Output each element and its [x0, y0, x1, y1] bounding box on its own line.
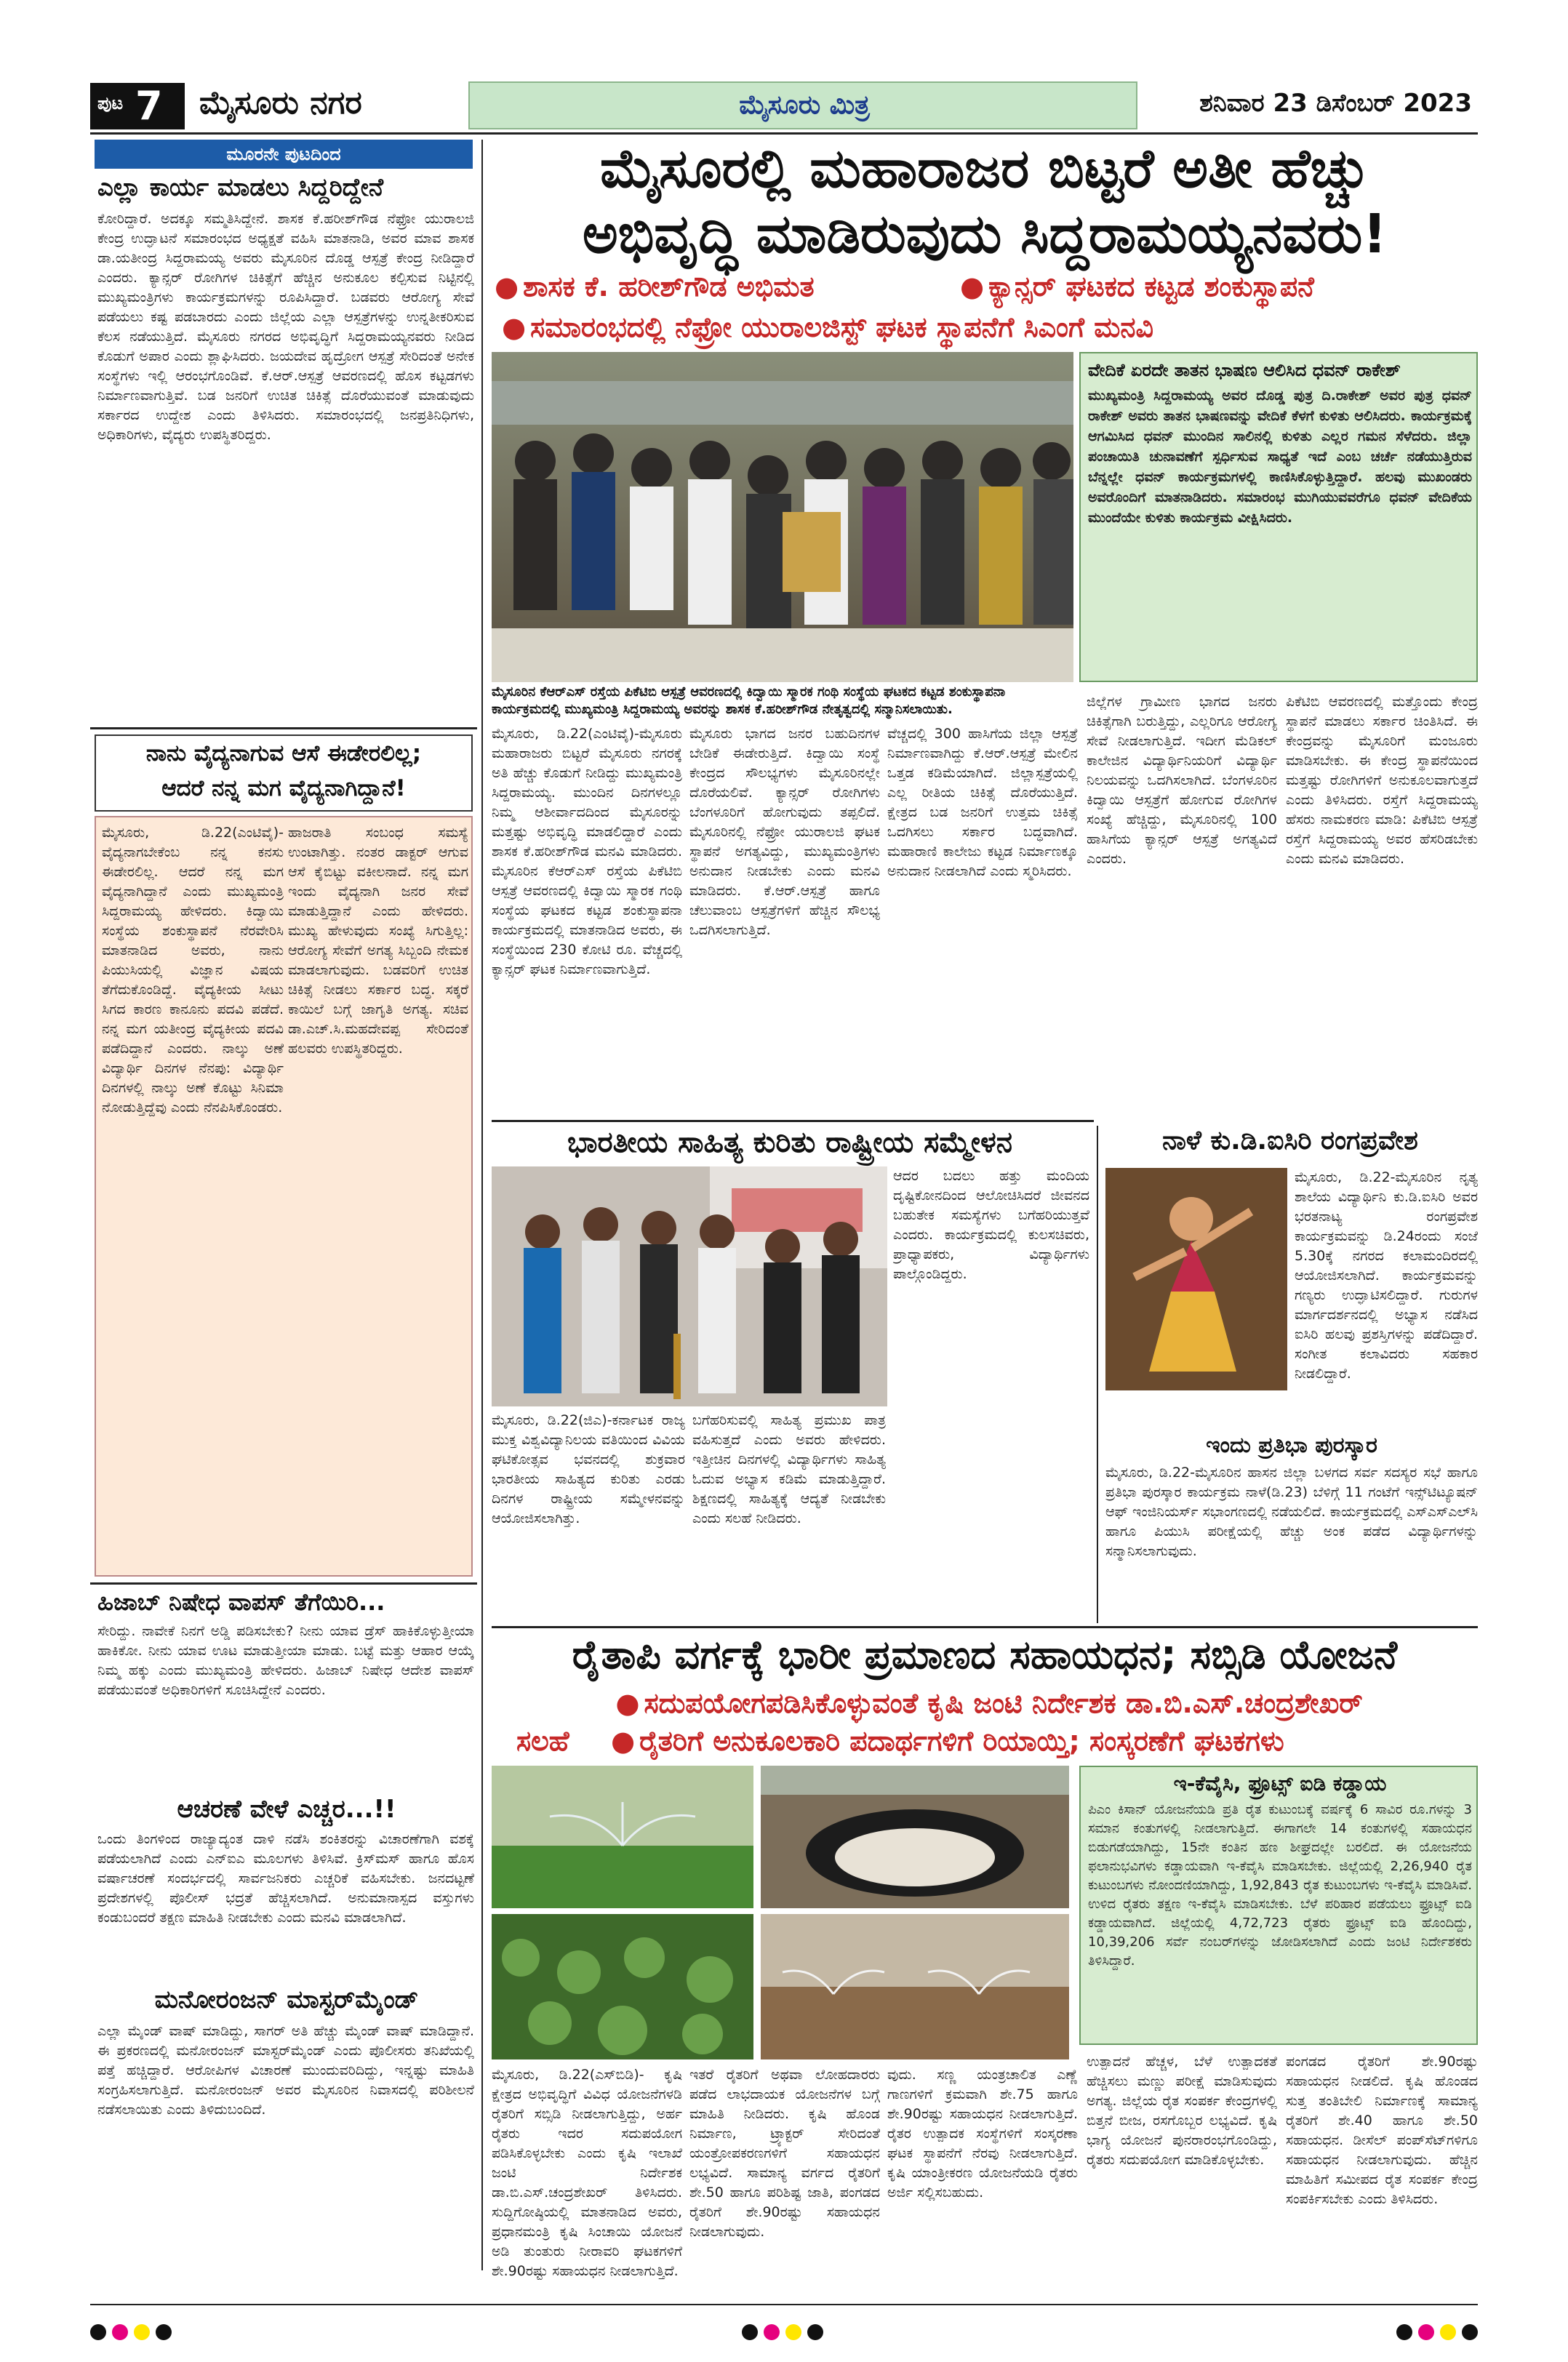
- registration-dot-icon: [90, 2324, 106, 2340]
- registration-dot-icon: [156, 2324, 172, 2340]
- registration-marks-left: [90, 2324, 177, 2343]
- farm-photo-2: [761, 1766, 1069, 1908]
- pratibha-body: ಮೈಸೂರು, ಡಿ.22-ಮೈಸೂರಿನ ಹಾಸನ ಜಿಲ್ಲಾ ಬಳಗದ ಸರ್ವ ಸದಸ್ಯರ ಸಭೆ ಹಾಗೂ ಪ್ರತಿಭಾ ಪುರಸ್ಕಾರ ಕಾರ್ಯಕ್ರಮ ನಾಳೆ(ಡಿ.23) ಬೆಳಿಗ್ಗೆ 11 ಗಂಟೆಗೆ ಇನ್ಸ್‌ಟಿಟ್ಯೂಷನ್ ಆಫ್ ಇಂಜಿನಿಯರ್ಸ್ ಸಭಾಂಗಣದಲ್ಲಿ ನಡೆಯಲಿದೆ. ಕಾರ್ಯಕ್ರಮದಲ್ಲಿ ಎಸ್‌ಎಸ್‌ಎಲ್‌ಸಿ ಹಾಗೂ ಪಿಯುಸಿ ಪರೀಕ್ಷೆಯಲ್ಲಿ ಹೆಚ್ಚು ಅಂಕ ಪಡೆದ ವಿದ್ಯಾರ್ಥಿಗಳನ್ನು ಸನ್ಮಾನಿಸಲಾಗುವುದು.: [1105, 1465, 1478, 1559]
- doctor-body-bg: [95, 816, 473, 1577]
- hijab-body: ಸೇರಿದ್ದು. ನಾವೇಕೆ ನಿನಗೆ ಅಡ್ಡಿ ಪಡಿಸಬೇಕು? ನೀನು ಯಾವ ಡ್ರೆಸ್ ಹಾಕಿಕೊಳ್ಳುತ್ತೀಯಾ ಹಾಕಿಕೋ. ನೀನು ಯಾವ ಊಟ ಮಾಡುತ್ತೀಯಾ ಮಾಡು. ಬಟ್ಟೆ ಮತ್ತು ಆಹಾರ ಆಯ್ಕೆ ನಿಮ್ಮ ಹಕ್ಕು ಎಂದು ಮುಖ್ಯಮಂತ್ರಿ ಹೇಳಿದರು. ಹಿಜಾಬ್ ನಿಷೇಧ ಆದೇಶ ವಾಪಸ್ ಪಡೆಯುವಂತೆ ಅಧಿಕಾರಿಗಳಿಗೆ ಸೂಚಿಸಿದ್ದೇನೆ ಎಂದರು.: [97, 1623, 474, 1698]
- mastermind-body: ಎಲ್ಲಾ ಮೈಂಡ್ ವಾಷ್ ಮಾಡಿದ್ದು, ಸಾಗರ್ ಅತಿ ಹೆಚ್ಚು ಮೈಂಡ್ ವಾಷ್ ಮಾಡಿದ್ದಾನೆ. ಈ ಪ್ರಕರಣದಲ್ಲಿ ಮನೋರಂಜನ್ ಮಾಸ್ಟರ್‌ಮೈಂಡ್ ಎಂದು ಪೊಲೀಸರು ತನಿಖೆಯಲ್ಲಿ ಪತ್ತೆ ಹಚ್ಚಿದ್ದಾರೆ. ಆರೋಪಿಗಳ ವಿಚಾರಣೆ ಮುಂದುವರಿದಿದ್ದು, ಇನ್ನಷ್ಟು ಮಾಹಿತಿ ಸಂಗ್ರಹಿಸಲಾಗುತ್ತಿದೆ. ಮನೋರಂಜನ್ ಅವರ ಮೈಸೂರಿನ ನಿವಾಸದಲ್ಲಿ ಪರಿಶೀಲನೆ ನಡೆಸಲಾಯಿತು ಎಂದು ತಿಳಿದುಬಂದಿದೆ.: [97, 2023, 474, 2118]
- left-column-rule: [481, 140, 483, 2270]
- page-date: ಶನಿವಾರ 23 ಡಿಸೆಂಬರ್ 2023: [1199, 89, 1472, 118]
- sahitya-photo: [492, 1166, 887, 1406]
- page-label: ಪುಟ: [97, 93, 124, 113]
- registration-marks-right: [1396, 2324, 1484, 2343]
- ekyc-box: [1079, 1766, 1478, 2045]
- dhavan-box-title: ವೇದಿಕೆ ಏರದೇ ತಾತನ ಭಾಷಣ ಆಲಿಸಿದ ಧವನ್ ರಾಕೇಶ್: [1088, 360, 1401, 380]
- lead-col-5: ಪಿಕೆಟಿಬಿ ಆವರಣದಲ್ಲಿ ಮತ್ತೊಂದು ಕೇಂದ್ರ ಸ್ಥಾಪನೆ ಮಾಡಲು ಸರ್ಕಾರ ಚಿಂತಿಸಿದೆ. ಈ ಕೇಂದ್ರವನ್ನು ಮೈಸೂರಿಗೆ ಮಂಜೂರು ಮಾಡಿಸಬೇಕು. ಈ ಕೇಂದ್ರ ಸ್ಥಾಪನೆಯಿಂದ ಮತ್ತಷ್ಟು ರೋಗಿಗಳಿಗೆ ಅನುಕೂಲವಾಗುತ್ತದೆ ಎಂದು ತಿಳಿಸಿದರು. ರಸ್ತೆಗೆ ಸಿದ್ದರಾಮಯ್ಯ ಹೆಸರು ನಾಮಕರಣ ಮಾಡಿ: ಪಿಕೆಟಿಬಿ ಆಸ್ಪತ್ರೆ ರಸ್ತೆಗೆ ಸಿದ್ದರಾಮಯ್ಯ ಅವರ ಹೆಸರಿಡಬೇಕು ಎಂದು ಮನವಿ ಮಾಡಿದರು.: [1286, 694, 1478, 867]
- page-number: 7: [135, 83, 163, 129]
- sahitya-col-2: ಬಗೆಹರಿಸುವಲ್ಲಿ ಸಾಹಿತ್ಯ ಪ್ರಮುಖ ಪಾತ್ರ ವಹಿಸುತ್ತದೆ ಎಂದು ಅವರು ಹೇಳಿದರು. ಇತ್ತೀಚಿನ ದಿನಗಳಲ್ಲಿ ವಿದ್ಯಾರ್ಥಿಗಳು ಸಾಹಿತ್ಯ ಓದುವ ಅಭ್ಯಾಸ ಕಡಿಮೆ ಮಾಡುತ್ತಿದ್ದಾರೆ. ಶಿಕ್ಷಣದಲ್ಲಿ ಸಾಹಿತ್ಯಕ್ಕೆ ಆದ್ಯತೆ ನೀಡಬೇಕು ಎಂದು ಸಲಹೆ ನೀಡಿದರು.: [692, 1412, 886, 1526]
- masthead-band: [468, 81, 1137, 129]
- lead-headline-1: ಮೈಸೂರಲ್ಲಿ ಮಹಾರಾಜರ ಬಿಟ್ಟರೆ ಅತೀ ಹೆಚ್ಚು: [599, 137, 1370, 200]
- registration-dot-icon: [785, 2324, 801, 2340]
- lead-col-4: ಜಿಲ್ಲೆಗಳ ಗ್ರಾಮೀಣ ಭಾಗದ ಜನರು ಚಿಕಿತ್ಸೆಗಾಗಿ ಬರುತ್ತಿದ್ದು, ಎಲ್ಲರಿಗೂ ಆರೋಗ್ಯ ಸೇವೆ ನೀಡಲಾಗುತ್ತಿದೆ. ಇದೀಗ ಮೆಡಿಕಲ್ ಕಾಲೇಜಿನ ವಿದ್ಯಾರ್ಥಿನಿಯರಿಗೆ ವಿದ್ಯಾರ್ಥಿ ನಿಲಯವನ್ನು ಒದಗಿಸಲಾಗಿದೆ. ಬೆಂಗಳೂರಿನ ಕಿದ್ವಾಯಿ ಆಸ್ಪತ್ರೆಗೆ ಹೋಗುವ ರೋಗಿಗಳ ಸಂಖ್ಯೆ ಹೆಚ್ಚಿದ್ದು, ಮೈಸೂರಿನಲ್ಲಿ 100 ಹಾಸಿಗೆಯ ಕ್ಯಾನ್ಸರ್ ಆಸ್ಪತ್ರೆ ಅಗತ್ಯವಿದೆ ಎಂದರು.: [1087, 694, 1277, 867]
- continued-headline: ಎಲ್ಲಾ ಕಾರ್ಯ ಮಾಡಲು ಸಿದ್ದರಿದ್ದೇನೆ: [97, 173, 384, 202]
- lead-col-1: ಮೈಸೂರು, ಡಿ.22(ಎಂಟಿವೈ)-ಮೈಸೂರು ಮಹಾರಾಜರು ಬಿಟ್ಟರೆ ಮೈಸೂರು ನಗರಕ್ಕೆ ಅತಿ ಹೆಚ್ಚು ಕೊಡುಗೆ ನೀಡಿದ್ದು ಮುಖ್ಯಮಂತ್ರಿ ಸಿದ್ದರಾಮಯ್ಯ. ಮುಂದಿನ ದಿನಗಳಲ್ಲೂ ನಿಮ್ಮ ಆಶೀರ್ವಾದದಿಂದ ಮೈಸೂರನ್ನು ಮತ್ತಷ್ಟು ಅಭಿವೃದ್ಧಿ ಮಾಡಲಿದ್ದಾರೆ ಎಂದು ಶಾಸಕ ಕೆ.ಹರೀಶ್‌ಗೌಡ ಮನವಿ ಮಾಡಿದರು. ಮೈಸೂರಿನ ಕೆಆರ್‌ಎಸ್ ರಸ್ತೆಯ ಪಿಕೆಟಿಬಿ ಆಸ್ಪತ್ರೆ ಆವರಣದಲ್ಲಿ ಕಿದ್ವಾಯಿ ಸ್ಮಾರಕ ಗಂಥಿ ಸಂಸ್ಥೆಯ ಘಟಕದ ಕಟ್ಟಡ ಶಂಕುಸ್ಥಾಪನಾ ಕಾರ್ಯಕ್ರಮದಲ್ಲಿ ಮಾತನಾಡಿದ ಅವರು, ಈ ಸಂಸ್ಥೆಯಿಂದ 230 ಕೋಟಿ ರೂ. ವೆಚ್ಚದಲ್ಲಿ ಕ್ಯಾನ್ಸರ್ ಘಟಕ ನಿರ್ಮಾಣವಾಗುತ್ತಿದೆ.: [492, 726, 682, 977]
- farm-photo-1: [492, 1766, 753, 1908]
- registration-dot-icon: [764, 2324, 780, 2340]
- lead-col-3: ವೆಚ್ಚದಲ್ಲಿ 300 ಹಾಸಿಗೆಯ ಜಿಲ್ಲಾ ಆಸ್ಪತ್ರೆ ನಿರ್ಮಾಣವಾಗಿದ್ದು ಕೆ.ಆರ್.ಆಸ್ಪತ್ರೆ ಮೇಲಿನ ಒತ್ತಡ ಕಡಿಮೆಯಾಗಿದೆ. ಜಿಲ್ಲಾಸ್ಪತ್ರೆಯಲ್ಲಿ ಎಲ್ಲ ರೀತಿಯ ಚಿಕಿತ್ಸೆ ದೊರೆಯುತ್ತಿದೆ. ಕ್ಷೇತ್ರದ ಬಡ ಜನರಿಗೆ ಉತ್ತಮ ಚಿಕಿತ್ಸೆ ಒದಗಿಸಲು ಸರ್ಕಾರ ಬದ್ಧವಾಗಿದೆ. ಮಹಾರಾಣಿ ಕಾಲೇಜು ಕಟ್ಟಡ ನಿರ್ಮಾಣಕ್ಕೂ ಅನುದಾನ ನೀಡಲಾಗಿದೆ ಎಂದು ಸ್ಮರಿಸಿದರು.: [887, 726, 1078, 879]
- registration-dot-icon: [134, 2324, 150, 2340]
- sahitya-headline: ಭಾರತೀಯ ಸಾಹಿತ್ಯ ಕುರಿತು ರಾಷ್ಟ್ರೀಯ ಸಮ್ಮೇಳನ: [567, 1126, 1012, 1159]
- registration-dot-icon: [1462, 2324, 1478, 2340]
- dance-photo: [1105, 1168, 1287, 1390]
- doctor-col-1: ಮೈಸೂರು, ಡಿ.22(ಎಂಟಿವೈ)-ವೈದ್ಯನಾಗಬೇಕೆಂಬ ನನ್ನ ಕನಸು ಈಡೇರಲಿಲ್ಲ. ಆದರೆ ನನ್ನ ಮಗ ವೈದ್ಯನಾಗಿದ್ದಾನೆ ಎಂದು ಮುಖ್ಯಮಂತ್ರಿ ಸಿದ್ದರಾಮಯ್ಯ ಹೇಳಿದರು. ಕಿದ್ವಾಯಿ ಸಂಸ್ಥೆಯ ಶಂಕುಸ್ಥಾಪನೆ ನೆರವೇರಿಸಿ ಮಾತನಾಡಿದ ಅವರು, ನಾನು ಪಿಯುಸಿಯಲ್ಲಿ ವಿಜ್ಞಾನ ವಿಷಯ ತೆಗೆದುಕೊಂಡಿದ್ದೆ. ವೈದ್ಯಕೀಯ ಸೀಟು ಸಿಗದ ಕಾರಣ ಕಾನೂನು ಪದವಿ ಪಡೆದೆ. ನನ್ನ ಮಗ ಯತೀಂದ್ರ ವೈದ್ಯಕೀಯ ಪದವಿ ಪಡೆದಿದ್ದಾನೆ ಎಂದರು. ನಾಲ್ಕು ಅಣೆ ವಿದ್ಯಾರ್ಥಿ ದಿನಗಳ ನೆನಪು: ವಿದ್ಯಾರ್ಥಿ ದಿನಗಳಲ್ಲಿ ನಾಲ್ಕು ಅಣೆ ಕೊಟ್ಟು ಸಿನಿಮಾ ನೋಡುತ್ತಿದ್ದೆವು ಎಂದು ನೆನಪಿಸಿಕೊಂಡರು.: [102, 825, 284, 1116]
- dance-body: ಮೈಸೂರು, ಡಿ.22-ಮೈಸೂರಿನ ನೃತ್ಯ ಶಾಲೆಯ ವಿದ್ಯಾರ್ಥಿನಿ ಕು.ಡಿ.ಐಸಿರಿ ಅವರ ಭರತನಾಟ್ಯ ರಂಗಪ್ರವೇಶ ಕಾರ್ಯಕ್ರಮವನ್ನು ಡಿ.24ರಂದು ಸಂಜೆ 5.30ಕ್ಕೆ ನಗರದ ಕಲಾಮಂದಿರದಲ್ಲಿ ಆಯೋಜಿಸಲಾಗಿದೆ. ಕಾರ್ಯಕ್ರಮವನ್ನು ಗಣ್ಯರು ಉದ್ಘಾಟಿಸಲಿದ್ದಾರೆ. ಗುರುಗಳ ಮಾರ್ಗದರ್ಶನದಲ್ಲಿ ಅಭ್ಯಾಸ ನಡೆಸಿದ ಐಸಿರಿ ಹಲವು ಪ್ರಶಸ್ತಿಗಳನ್ನು ಪಡೆದಿದ್ದಾರೆ. ಸಂಗೀತ ಕಲಾವಿದರು ಸಹಕಾರ ನೀಡಲಿದ್ದಾರೆ.: [1295, 1169, 1478, 1382]
- farm-col-4: ಉತ್ಪಾದನೆ ಹೆಚ್ಚಳ, ಬೆಳೆ ಉತ್ಪಾದಕತೆ ಹೆಚ್ಚಿಸಲು ಮಣ್ಣು ಪರೀಕ್ಷೆ ಮಾಡಿಸುವುದು ಅಗತ್ಯ. ಜಿಲ್ಲೆಯ ರೈತ ಸಂಪರ್ಕ ಕೇಂದ್ರಗಳಲ್ಲಿ ಬಿತ್ತನೆ ಬೀಜ, ರಸಗೊಬ್ಬರ ಲಭ್ಯವಿದೆ. ಕೃಷಿ ಭಾಗ್ಯ ಯೋಜನೆ ಪುನರಾರಂಭಗೊಂಡಿದ್ದು, ರೈತರು ಸದುಪಯೋಗ ಮಾಡಿಕೊಳ್ಳಬೇಕು.: [1087, 2054, 1277, 2168]
- warning-body: ಒಂದು ತಿಂಗಳಿಂದ ರಾಜ್ಯಾದ್ಯಂತ ದಾಳಿ ನಡೆಸಿ ಶಂಕಿತರನ್ನು ವಿಚಾರಣೆಗಾಗಿ ವಶಕ್ಕೆ ಪಡೆಯಲಾಗಿದೆ ಎಂದು ಎನ್‌ಐಎ ಮೂಲಗಳು ತಿಳಿಸಿವೆ. ಕ್ರಿಸ್‌ಮಸ್ ಹಾಗೂ ಹೊಸ ವರ್ಷಾಚರಣೆ ಸಂದರ್ಭದಲ್ಲಿ ಸಾರ್ವಜನಿಕರು ಎಚ್ಚರಿಕೆ ವಹಿಸಬೇಕು. ಜನದಟ್ಟಣೆ ಪ್ರದೇಶಗಳಲ್ಲಿ ಪೊಲೀಸ್ ಭದ್ರತೆ ಹೆಚ್ಚಿಸಲಾಗಿದೆ. ಅನುಮಾನಾಸ್ಪದ ವಸ್ತುಗಳು ಕಂಡುಬಂದರೆ ತಕ್ಷಣ ಮಾಹಿತಿ ನೀಡಬೇಕು ಎಂದು ಮನವಿ ಮಾಡಲಾಗಿದೆ.: [97, 1831, 474, 1926]
- farm-headline: ರೈತಾಪಿ ವರ್ಗಕ್ಕೆ ಭಾರೀ ಪ್ರಮಾಣದ ಸಹಾಯಧನ; ಸಬ್ಸಿಡಿ ಯೋಜನೆ: [572, 1632, 1398, 1678]
- lead-subhead-1: ● ಶಾಸಕ ಕೆ. ಹರೀಶ್‌ಗೌಡ ಅಭಿಮತ: [495, 271, 945, 303]
- farm-subhead-2: ಸಲಹೆ: [516, 1725, 569, 1757]
- section-title: ಮೈಸೂರು ನಗರ: [199, 84, 362, 121]
- doctor-headline-2: ಆದರೆ ನನ್ನ ಮಗ ವೈದ್ಯನಾಗಿದ್ದಾನೆ!: [161, 775, 406, 801]
- hijab-top-rule: [90, 1582, 477, 1585]
- registration-dot-icon: [742, 2324, 758, 2340]
- doctor-head-box: [95, 734, 473, 812]
- sahitya-col-3: ಆದರ ಬದಲು ಹತ್ತು ಮಂದಿಯ ದೃಷ್ಟಿಕೋನದಿಂದ ಆಲೋಚಿಸಿದರೆ ಜೀವನದ ಬಹುತೇಕ ಸಮಸ್ಯೆಗಳು ಬಗೆಹರಿಯುತ್ತವೆ ಎಂದರು. ಕಾರ್ಯಕ್ರಮದಲ್ಲಿ ಕುಲಸಚಿವರು, ಪ್ರಾಧ್ಯಾಪಕರು, ವಿದ್ಯಾರ್ಥಿಗಳು ಪಾಲ್ಗೊಂಡಿದ್ದರು.: [893, 1168, 1089, 1282]
- lead-headline-2: ಅಭಿವೃದ್ಧಿ ಮಾಡಿರುವುದು ಸಿದ್ದರಾಮಯ್ಯನವರು!: [582, 203, 1388, 265]
- doctor-col-2: ಹಾಜರಾತಿ ಸಂಬಂಧ ಸಮಸ್ಯೆ ಉಂಟಾಗಿತ್ತು. ನಂತರ ಡಾಕ್ಟರ್ ಆಗುವ ಆಸೆ ಕೈಬಿಟ್ಟು ವಕೀಲನಾದೆ. ನನ್ನ ಮಗ ಇಂದು ವೈದ್ಯನಾಗಿ ಜನರ ಸೇವೆ ಮಾಡುತ್ತಿದ್ದಾನೆ ಎಂದು ಹೇಳಿದರು. ಮುಖ್ಯ ಹೇಳುವುದು ಸಂಖ್ಯೆ ಸಿಗುತ್ತಿಲ್ಲ: ಆರೋಗ್ಯ ಸೇವೆಗೆ ಅಗತ್ಯ ಸಿಬ್ಬಂದಿ ನೇಮಕ ಮಾಡಲಾಗುವುದು. ಬಡವರಿಗೆ ಉಚಿತ ಚಿಕಿತ್ಸೆ ನೀಡಲು ಸರ್ಕಾರ ಬದ್ಧ. ಸಕ್ಕರೆ ಕಾಯಿಲೆ ಬಗ್ಗೆ ಜಾಗೃತಿ ಅಗತ್ಯ. ಸಚಿವ ಡಾ.ಎಚ್.ಸಿ.ಮಹದೇವಪ್ಪ ಸೇರಿದಂತೆ ಹಲವರು ಉಪಸ್ಥಿತರಿದ್ದರು.: [288, 825, 468, 1057]
- farm-col-3: ವುದು. ಸಣ್ಣ ಯಂತ್ರಚಾಲಿತ ಎಣ್ಣೆ ಗಾಣಗಳಿಗೆ ಕ್ರಮವಾಗಿ ಶೇ.75 ಹಾಗೂ ಶೇ.90ರಷ್ಟು ಸಹಾಯಧನ ನೀಡಲಾಗುತ್ತಿದೆ. ರೈತರ ಉತ್ಪಾದಕ ಸಂಸ್ಥೆಗಳಿಗೆ ಸಂಸ್ಕರಣಾ ಘಟಕ ಸ್ಥಾಪನೆಗೆ ನೆರವು ನೀಡಲಾಗುತ್ತಿದೆ. ಕೃಷಿ ಯಾಂತ್ರೀಕರಣ ಯೋಜನೆಯಡಿ ರೈತರು ಅರ್ಜಿ ಸಲ್ಲಿಸಬಹುದು.: [887, 2067, 1078, 2201]
- farm-top-rule: [492, 1626, 1478, 1628]
- farm-pond-photo-icon: [761, 1766, 1069, 1908]
- mastermind-headline: ಮನೋರಂಜನ್ ಮಾಸ್ಟರ್‌ಮೈಂಡ್: [154, 1985, 419, 2014]
- lamp-lighting-photo-icon: [492, 1166, 887, 1406]
- hijab-headline: ಹಿಜಾಬ್ ನಿಷೇಧ ವಾಪಸ್ ತೆಗೆಯಿರಿ...: [97, 1588, 385, 1616]
- masthead-rule: [90, 132, 1478, 135]
- lead-subhead-3: ● ಸಮಾರಂಭದಲ್ಲಿ ನೆಫ್ರೋ ಯುರಾಲಜಿಸ್ಟ್ ಘಟಕ ಸ್ಥಾಪನೆಗೆ ಸಿಎಂಗೆ ಮನವಿ: [502, 311, 1476, 344]
- dhavan-box: [1079, 352, 1478, 682]
- registration-dot-icon: [807, 2324, 823, 2340]
- lead-col-2: ಮೈಸೂರು ಭಾಗದ ಜನರ ಬಹುದಿನಗಳ ಬೇಡಿಕೆ ಈಡೇರುತ್ತಿದೆ. ಕಿದ್ವಾಯಿ ಸಂಸ್ಥೆ ಕೇಂದ್ರದ ಸೌಲಭ್ಯಗಳು ಮೈಸೂರಿನಲ್ಲೇ ದೊರೆಯಲಿವೆ. ಕ್ಯಾನ್ಸರ್ ರೋಗಿಗಳು ಬೆಂಗಳೂರಿಗೆ ಹೋಗುವುದು ತಪ್ಪಲಿದೆ. ಮೈಸೂರಿನಲ್ಲಿ ನೆಫ್ರೋ ಯುರಾಲಜಿ ಘಟಕ ಸ್ಥಾಪನೆ ಅಗತ್ಯವಿದ್ದು, ಮುಖ್ಯಮಂತ್ರಿಗಳು ಅನುದಾನ ನೀಡಬೇಕು ಎಂದು ಮನವಿ ಮಾಡಿದರು. ಕೆ.ಆರ್.ಆಸ್ಪತ್ರೆ ಹಾಗೂ ಚೆಲುವಾಂಬ ಆಸ್ಪತ್ರೆಗಳಿಗೆ ಹೆಚ್ಚಿನ ಸೌಲಭ್ಯ ಒದಗಿಸಲಾಗುತ್ತಿದೆ.: [689, 726, 880, 938]
- doctor-top-rule: [90, 727, 477, 729]
- sprinkler-field-photo-icon: [492, 1766, 753, 1908]
- dance-divider: [1097, 1126, 1098, 1623]
- farm-subhead-3: ● ರೈತರಿಗೆ ಅನುಕೂಲಕಾರಿ ಪದಾರ್ಥಗಳಿಗೆ ರಿಯಾಯ್ತಿ; ಸಂಸ್ಕರಣೆಗೆ ಘಟಕಗಳು: [611, 1725, 1476, 1758]
- farm-photo-3: [492, 1914, 753, 2059]
- continued-label-bar: [95, 140, 473, 169]
- greenhouse-crop-photo-icon: [492, 1914, 753, 2059]
- continued-label: ಮೂರನೇ ಪುಟದಿಂದ: [226, 144, 341, 164]
- lead-subhead-2: ● ಕ್ಯಾನ್ಸರ್ ಘಟಕದ ಕಟ್ಟಡ ಶಂಕುಸ್ಥಾಪನೆ: [960, 271, 1469, 303]
- ekyc-box-title: ಇ-ಕೆವೈಸಿ, ಫ್ರೂಟ್ಸ್ ಐಡಿ ಕಡ್ಡಾಯ: [1173, 1772, 1387, 1795]
- continued-body: ಕೋರಿದ್ದಾರೆ. ಅದಕ್ಕೂ ಸಮ್ಮತಿಸಿದ್ದೇನೆ. ಶಾಸಕ ಕೆ.ಹರೀಶ್‌ಗೌಡ ನೆಫ್ರೋ ಯುರಾಲಜಿ ಕೇಂದ್ರ ಉದ್ಘಾಟನೆ ಸಮಾರಂಭದ ಅಧ್ಯಕ್ಷತೆ ವಹಿಸಿ ಮಾತನಾಡಿ, ಅವರ ಮಾವ ಶಾಸಕ ಡಾ.ಯತೀಂದ್ರ ಸಿದ್ದರಾಮಯ್ಯ ಅವರು ಮೈಸೂರಿನ ದೊಡ್ಡ ಆಸ್ಪತ್ರೆ ಕೇಂದ್ರ ನೀಡಿದ್ದಾರೆ ಎಂದರು. ಕ್ಯಾನ್ಸರ್ ರೋಗಿಗಳ ಚಿಕಿತ್ಸೆಗೆ ಹೆಚ್ಚಿನ ಅನುಕೂಲ ಕಲ್ಪಿಸುವ ನಿಟ್ಟಿನಲ್ಲಿ ಮುಖ್ಯಮಂತ್ರಿಗಳು ಕಾರ್ಯಕ್ರಮಗಳನ್ನು ರೂಪಿಸಿದ್ದಾರೆ. ಬಡವರು ಆರೋಗ್ಯ ಸೇವೆ ಪಡೆಯಲು ಕಷ್ಟ ಪಡಬಾರದು ಎಂದು ಜಿಲ್ಲೆಯ ಎಲ್ಲಾ ಆಸ್ಪತ್ರೆಗಳನ್ನು ಉನ್ನತೀಕರಿಸುವ ಕೆಲಸ ನಡೆಯುತ್ತಿದೆ. ಮೈಸೂರು ನಗರದ ಅಭಿವೃದ್ಧಿಗೆ ಸಿದ್ದರಾಮಯ್ಯನವರು ನೀಡಿದ ಕೊಡುಗೆ ಅಪಾರ ಎಂದು ಶ್ಲಾಘಿಸಿದರು. ಜಯದೇವ ಹೃದ್ರೋಗ ಆಸ್ಪತ್ರೆ ಸೇರಿದಂತೆ ಅನೇಕ ಸಂಸ್ಥೆಗಳು ಇಲ್ಲಿ ಆರಂಭಗೊಂಡಿವೆ. ಕೆ.ಆರ್.ಆಸ್ಪತ್ರೆ ಆವರಣದಲ್ಲಿ ಹೊಸ ಕಟ್ಟಡಗಳು ನಿರ್ಮಾಣವಾಗುತ್ತಿವೆ. ಬಡ ಜನರಿಗೆ ಉಚಿತ ಚಿಕಿತ್ಸೆ ದೊರೆಯುವಂತೆ ಮಾಡುವುದು ಸರ್ಕಾರದ ಉದ್ದೇಶ ಎಂದು ತಿಳಿಸಿದರು. ಸಮಾರಂಭದಲ್ಲಿ ಜನಪ್ರತಿನಿಧಿಗಳು, ಅಧಿಕಾರಿಗಳು, ವೈದ್ಯರು ಉಪಸ್ಥಿತರಿದ್ದರು.: [97, 211, 474, 443]
- farm-col-1: ಮೈಸೂರು, ಡಿ.22(ಎಸ್‌ಬಿಡಿ)- ಕೃಷಿ ಕ್ಷೇತ್ರದ ಅಭಿವೃದ್ಧಿಗೆ ವಿವಿಧ ಯೋಜನೆಗಳಡಿ ರೈತರಿಗೆ ಸಬ್ಸಿಡಿ ನೀಡಲಾಗುತ್ತಿದ್ದು, ಅರ್ಹ ರೈತರು ಇದರ ಸದುಪಯೋಗ ಪಡಿಸಿಕೊಳ್ಳಬೇಕು ಎಂದು ಕೃಷಿ ಇಲಾಖೆ ಜಂಟಿ ನಿರ್ದೇಶಕ ಡಾ.ಬಿ.ಎಸ್.ಚಂದ್ರಶೇಖರ್ ತಿಳಿಸಿದರು. ಸುದ್ದಿಗೋಷ್ಠಿಯಲ್ಲಿ ಮಾತನಾಡಿದ ಅವರು, ಪ್ರಧಾನಮಂತ್ರಿ ಕೃಷಿ ಸಿಂಚಾಯಿ ಯೋಜನೆ ಅಡಿ ತುಂತುರು ನೀರಾವರಿ ಘಟಕಗಳಿಗೆ ಶೇ.90ರಷ್ಟು ಸಹಾಯಧನ ನೀಡಲಾಗುತ್ತಿದೆ.: [492, 2067, 682, 2279]
- ekyc-box-body: ಪಿಎಂ ಕಿಸಾನ್ ಯೋಜನೆಯಡಿ ಪ್ರತಿ ರೈತ ಕುಟುಂಬಕ್ಕೆ ವರ್ಷಕ್ಕೆ 6 ಸಾವಿರ ರೂ.ಗಳನ್ನು 3 ಸಮಾನ ಕಂತುಗಳಲ್ಲಿ ನೀಡಲಾಗುತ್ತಿದೆ. ಈಗಾಗಲೇ 14 ಕಂತುಗಳಲ್ಲಿ ಸಹಾಯಧನ ಬಿಡುಗಡೆಯಾಗಿದ್ದು, 15ನೇ ಕಂತಿನ ಹಣ ಶೀಘ್ರದಲ್ಲೇ ಬರಲಿದೆ. ಈ ಯೋಜನೆಯ ಫಲಾನುಭವಿಗಳು ಕಡ್ಡಾಯವಾಗಿ ಇ-ಕೆವೈಸಿ ಮಾಡಿಸಬೇಕು. ಜಿಲ್ಲೆಯಲ್ಲಿ 2,26,940 ರೈತ ಕುಟುಂಬಗಳು ನೋಂದಣಿಯಾಗಿದ್ದು, 1,92,843 ರೈತ ಕುಟುಂಬಗಳು ಇ-ಕೆವೈಸಿ ಮಾಡಿಸಿವೆ. ಉಳಿದ ರೈತರು ತಕ್ಷಣ ಇ-ಕೆವೈಸಿ ಮಾಡಿಸಬೇಕು. ಬೆಳೆ ಪರಿಹಾರ ಪಡೆಯಲು ಫ್ರೂಟ್ಸ್ ಐಡಿ ಕಡ್ಡಾಯವಾಗಿದೆ. ಜಿಲ್ಲೆಯಲ್ಲಿ 4,72,723 ರೈತರು ಫ್ರೂಟ್ಸ್ ಐಡಿ ಹೊಂದಿದ್ದು, 10,39,206 ಸರ್ವೆ ನಂಬರ್‌ಗಳನ್ನು ಜೋಡಿಸಲಾಗಿದೆ ಎಂದು ಜಂಟಿ ನಿರ್ದೇಶಕರು ತಿಳಿಸಿದ್ದಾರೆ.: [1088, 1802, 1472, 1969]
- paper-name: ಮೈಸೂರು ಮಿತ್ರ: [739, 90, 870, 120]
- dance-headline: ನಾಳೆ ಕು.ಡಿ.ಐಸಿರಿ ರಂಗಪ್ರವೇಶ: [1162, 1126, 1418, 1156]
- warning-headline: ಆಚರಣೆ ವೇಳೆ ಎಚ್ಚರ...!!: [177, 1795, 396, 1824]
- dhavan-box-body: ಮುಖ್ಯಮಂತ್ರಿ ಸಿದ್ದರಾಮಯ್ಯ ಅವರ ದೊಡ್ಡ ಪುತ್ರ ದಿ.ರಾಕೇಶ್ ಅವರ ಪುತ್ರ ಧವನ್ ರಾಕೇಶ್ ಅವರು ತಾತನ ಭಾಷಣವನ್ನು ವೇದಿಕೆ ಕೆಳಗೆ ಕುಳಿತು ಆಲಿಸಿದರು. ಕಾರ್ಯಕ್ರಮಕ್ಕೆ ಆಗಮಿಸಿದ ಧವನ್ ಮುಂದಿನ ಸಾಲಿನಲ್ಲಿ ಕುಳಿತು ಎಲ್ಲರ ಗಮನ ಸೆಳೆದರು. ಜಿಲ್ಲಾ ಪಂಚಾಯಿತಿ ಚುನಾವಣೆಗೆ ಸ್ಪರ್ಧಿಸುವ ಸಾಧ್ಯತೆ ಇದೆ ಎಂಬ ಚರ್ಚೆ ನಡೆಯುತ್ತಿರುವ ಬೆನ್ನಲ್ಲೇ ಧವನ್ ಕಾರ್ಯಕ್ರಮಗಳಲ್ಲಿ ಕಾಣಿಸಿಕೊಳ್ಳುತ್ತಿದ್ದಾರೆ. ಹಲವು ಮುಖಂಡರು ಅವರೊಂದಿಗೆ ಮಾತನಾಡಿದರು. ಸಮಾರಂಭ ಮುಗಿಯುವವರೆಗೂ ಧವನ್ ವೇದಿಕೆಯ ಮುಂದೆಯೇ ಕುಳಿತು ಕಾರ್ಯಕ್ರಮ ವೀಕ್ಷಿಸಿದರು.: [1088, 388, 1472, 526]
- farm-photo-4: [761, 1914, 1069, 2059]
- sahitya-top-rule: [492, 1120, 1094, 1122]
- farm-col-5: ಪಂಗಡದ ರೈತರಿಗೆ ಶೇ.90ರಷ್ಟು ಸಹಾಯಧನ ನೀಡಲಿದೆ. ಕೃಷಿ ಹೊಂಡದ ಸುತ್ತ ತಂತಿಬೇಲಿ ನಿರ್ಮಾಣಕ್ಕೆ ಸಾಮಾನ್ಯ ರೈತರಿಗೆ ಶೇ.40 ಹಾಗೂ ಶೇ.50 ಸಹಾಯಧನ. ಡೀಸೆಲ್ ಪಂಪ್‌ಸೆಟ್‌ಗಳಿಗೂ ಸಹಾಯಧನ ನೀಡಲಾಗುವುದು. ಹೆಚ್ಚಿನ ಮಾಹಿತಿಗೆ ಸಮೀಪದ ರೈತ ಸಂಪರ್ಕ ಕೇಂದ್ರ ಸಂಪರ್ಕಿಸಬೇಕು ಎಂದು ತಿಳಿಸಿದರು.: [1286, 2054, 1478, 2207]
- ceremony-photo-icon: [492, 352, 1073, 682]
- sahitya-col-1: ಮೈಸೂರು, ಡಿ.22(ಜಿಎ)-ಕರ್ನಾಟಕ ರಾಜ್ಯ ಮುಕ್ತ ವಿಶ್ವವಿದ್ಯಾನಿಲಯ ವತಿಯಿಂದ ವಿವಿಯ ಘಟಿಕೋತ್ಸವ ಭವನದಲ್ಲಿ ಶುಕ್ರವಾರ ಭಾರತೀಯ ಸಾಹಿತ್ಯದ ಕುರಿತು ಎರಡು ದಿನಗಳ ರಾಷ್ಟ್ರೀಯ ಸಮ್ಮೇಳನವನ್ನು ಆಯೋಜಿಸಲಾಗಿತ್ತು.: [492, 1412, 685, 1526]
- lead-photo-caption: ಮೈಸೂರಿನ ಕೆಆರ್‌ಎಸ್ ರಸ್ತೆಯ ಪಿಕೆಟಿಬಿ ಆಸ್ಪತ್ರೆ ಆವರಣದಲ್ಲಿ ಕಿದ್ವಾಯಿ ಸ್ಮಾರಕ ಗಂಥಿ ಸಂಸ್ಥೆಯ ಘಟಕದ ಕಟ್ಟಡ ಶಂಕುಸ್ಥಾಪನಾ ಕಾರ್ಯಕ್ರಮದಲ್ಲಿ ಮುಖ್ಯಮಂತ್ರಿ ಸಿದ್ದರಾಮಯ್ಯ ಅವರನ್ನು ಶಾಸಕ ಕೆ.ಹರೀಶ್‌ಗೌಡ ನೇತೃತ್ವದಲ್ಲಿ ಸನ್ಮಾನಿಸಲಾಯಿತು.: [492, 684, 1073, 720]
- masthead: [90, 79, 1478, 132]
- farm-subhead-1: ● ಸದುಪಯೋಗಪಡಿಸಿಕೊಳ್ಳುವಂತೆ ಕೃಷಿ ಜಂಟಿ ನಿರ್ದೇಶಕ ಡಾ.ಬಿ.ಎಸ್.ಚಂದ್ರಶೇಖರ್: [502, 1687, 1476, 1720]
- page-tag: [90, 83, 185, 129]
- registration-dot-icon: [1418, 2324, 1434, 2340]
- registration-marks-center: [742, 2324, 829, 2343]
- registration-dot-icon: [112, 2324, 128, 2340]
- lead-photo: [492, 352, 1073, 682]
- registration-dot-icon: [1440, 2324, 1456, 2340]
- footer-rule: [90, 2304, 1478, 2305]
- registration-dot-icon: [1396, 2324, 1412, 2340]
- dancer-photo-icon: [1105, 1168, 1287, 1390]
- farm-col-2: ಇತರೆ ರೈತರಿಗೆ ಅಥವಾ ಲೋಹದಾರರು ಪಡೆದ ಲಾಭದಾಯಕ ಯೋಜನೆಗಳ ಬಗ್ಗೆ ಮಾಹಿತಿ ನೀಡಿದರು. ಕೃಷಿ ಹೊಂಡ ನಿರ್ಮಾಣ, ಟ್ರ್ಯಾಕ್ಟರ್ ಸೇರಿದಂತೆ ಯಂತ್ರೋಪಕರಣಗಳಿಗೆ ಸಹಾಯಧನ ಲಭ್ಯವಿದೆ. ಸಾಮಾನ್ಯ ವರ್ಗದ ರೈತರಿಗೆ ಶೇ.50 ಹಾಗೂ ಪರಿಶಿಷ್ಟ ಜಾತಿ, ಪಂಗಡದ ರೈತರಿಗೆ ಶೇ.90ರಷ್ಟು ಸಹಾಯಧನ ನೀಡಲಾಗುವುದು.: [689, 2067, 880, 2240]
- irrigation-field-photo-icon: [761, 1914, 1069, 2059]
- doctor-headline-1: ನಾನು ವೈದ್ಯನಾಗುವ ಆಸೆ ಈಡೇರಲಿಲ್ಲ;: [145, 740, 422, 766]
- pratibha-headline: ಇಂದು ಪ್ರತಿಭಾ ಪುರಸ್ಕಾರ: [1206, 1433, 1377, 1458]
